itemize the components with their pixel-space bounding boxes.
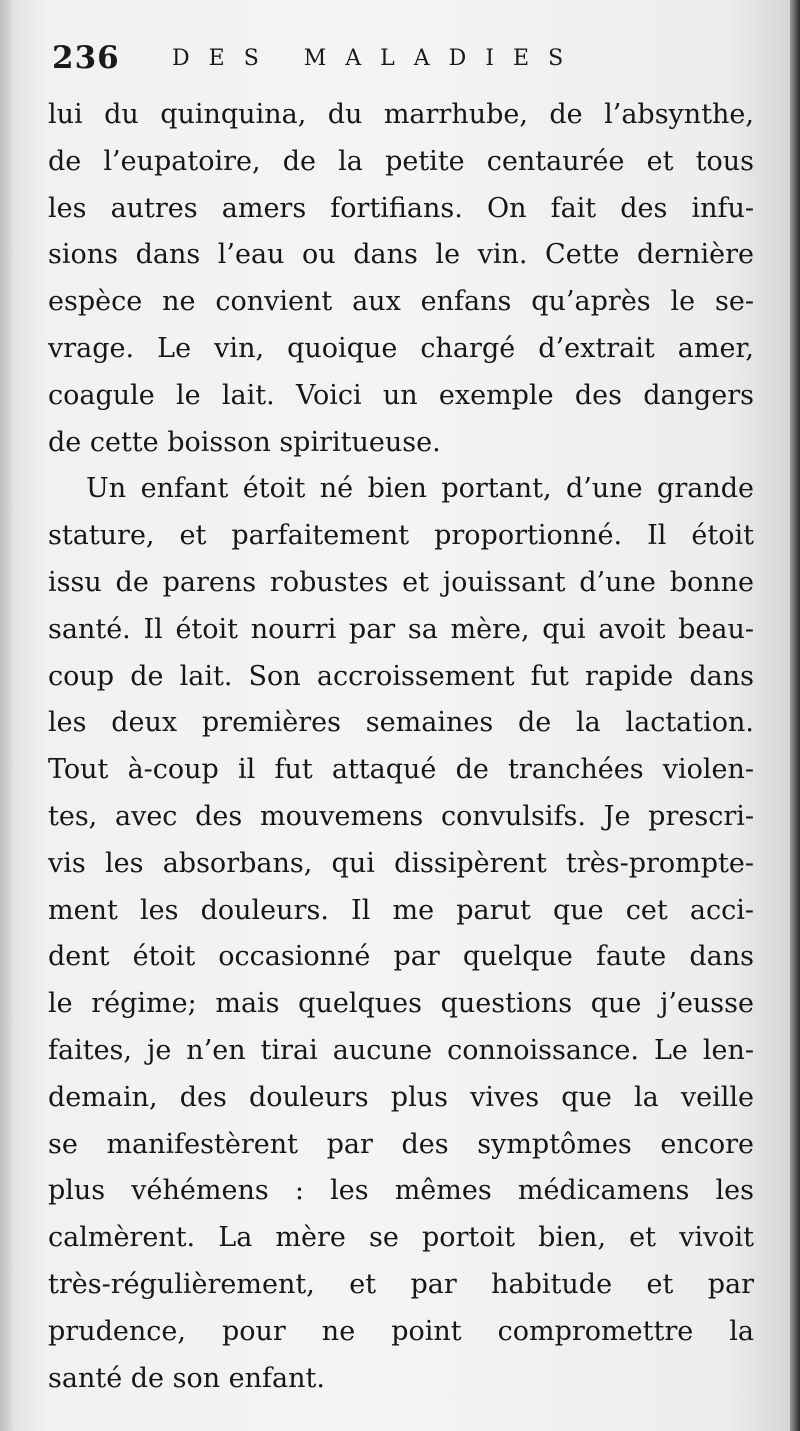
text-line: vrage. Le vin, quoique chargé d’extrait amer, [48, 332, 754, 364]
text-line: santé de son enfant. [48, 1362, 325, 1394]
text-line: demain, des douleurs plus vives que la veille [48, 1081, 754, 1113]
text-line: calmèrent. La mère se portoit bien, et vivoit [48, 1222, 754, 1254]
text-line: les deux premières semaines de la lactation. [48, 707, 754, 739]
page-header [52, 38, 752, 82]
text-line: coagule le lait. Voici un exemple des dangers [48, 379, 754, 411]
page-right-edge [790, 0, 800, 1431]
text-line: stature, et parfaitement proportionné. Il étoit [48, 520, 754, 552]
text-line: santé. Il étoit nourri par sa mère, qui avoit beau- [48, 613, 754, 645]
text-line: issu de parens robustes et jouissant d’une bonne [48, 566, 754, 598]
text-line: lui du quinquina, du marrhube, de l’absynthe, [48, 99, 754, 130]
text-line: Un enfant étoit né bien portant, d’une grande [86, 473, 754, 505]
text-line: très-régulièrement, et par habitude et par [48, 1268, 754, 1300]
text-line: sions dans l’eau ou dans le vin. Cette dernière [48, 239, 754, 271]
body-text [48, 92, 754, 1402]
paragraph [48, 466, 754, 1402]
text-line: prudence, pour ne point compromettre la [48, 1315, 754, 1347]
text-line: vis les absorbans, qui dissipèrent très-prompte- [48, 847, 754, 879]
text-line: de l’eupatoire, de la petite centaurée et tous [48, 145, 754, 177]
text-line: de cette boisson spiritueuse. [48, 426, 441, 458]
page-number: 236 [52, 40, 120, 76]
text-line: plus véhémens : les mêmes médicamens les [48, 1175, 754, 1207]
text-line: les autres amers fortifians. On fait des infu- [48, 192, 754, 224]
text-line: dent étoit occasionné par quelque faute dans [48, 941, 754, 973]
paragraph [48, 92, 754, 466]
text-line: tes, avec des mouvemens convulsifs. Je prescri- [48, 800, 754, 832]
text-line: coup de lait. Son accroissement fut rapide dans [48, 660, 754, 692]
page-left-shadow [0, 0, 14, 1431]
text-line: faites, je n’en tirai aucune connoissance. Le len- [48, 1034, 754, 1066]
text-line: ment les douleurs. Il me parut que cet acci- [48, 894, 754, 926]
text-line: se manifestèrent par des symptômes encore [48, 1128, 754, 1160]
text-line: espèce ne convient aux enfans qu’après le se- [48, 286, 754, 318]
text-line: le régime; mais quelques questions que j’eusse [48, 988, 754, 1020]
text-line: Tout à-coup il fut attaqué de tranchées violen- [48, 754, 754, 786]
running-head: DES MALADIES [172, 46, 583, 71]
